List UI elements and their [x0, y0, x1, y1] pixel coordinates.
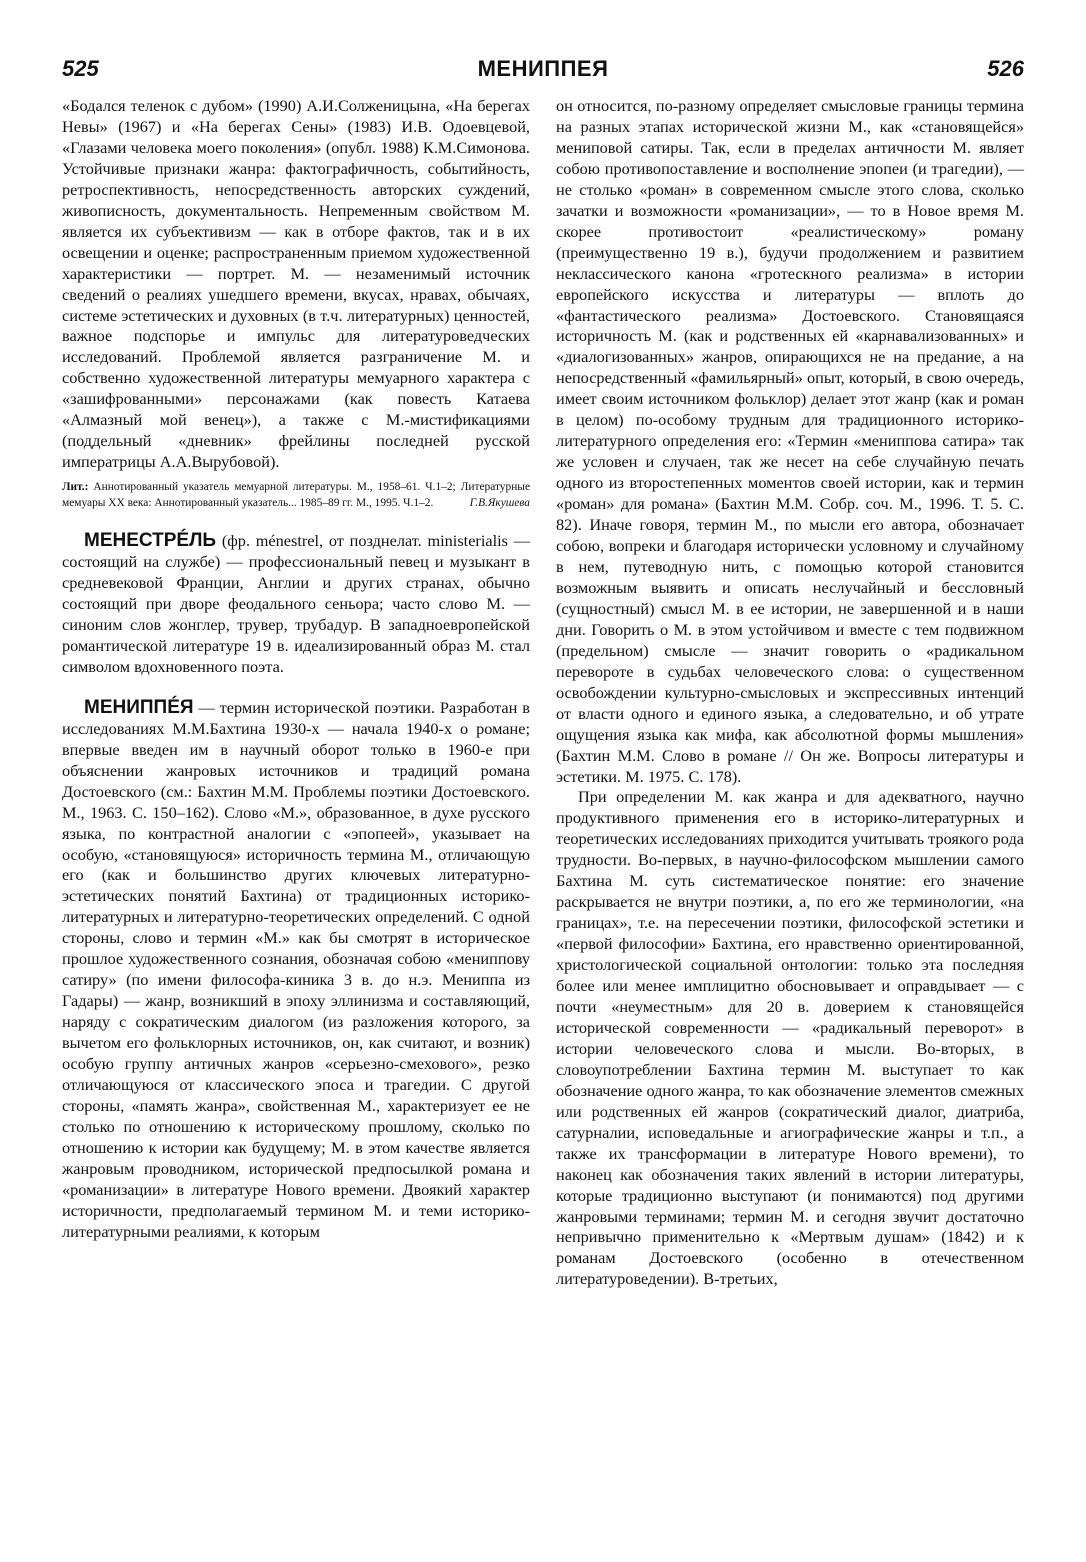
menippea-paragraph-2: При определении М. как жанра и для адекватного, научно продуктивного применения его в историко-литературных и теоретических исследованиях приходится учитывать троякого рода трудности. Во-первых, в научно-философском мышлении самого Бахтина М. суть систематическое понятие: его значение раскрывается не внутри поэтики, а, по его же терминологии, «на границах», т.е. на пересечении поэтики, философской эстетики и «первой философии» Бахтина, его нравственно ориентированной, христологической социальной онтологии: только эта последняя более или менее имплицитно обосновывает и оправдывает — с почти «неуместным» для 20 в. доверием к становящейся исторической современности — «радикальный переворот» в истории человеческого слова и мысли. Во-вторых, в словоупотреблении Бахтина термин М. выступает то как обозначение одного жанра, то как обозначение элементов смежных или родственных ей жанров (сократический диалог, диатриба, сатурналии, исповедальные и агиографические жанры и т.п., а также их трансформации в литературе Нового времени), то наконец как обозначения таких явлений в истории литературы, которые традиционно выступают (и понимаются) под другими жанровыми терминами; термин М. и сегодня звучит достаточно непривычно применительно к «Мертвым душам» (1842) и к романам Достоевского (особенно в отечественном литературоведении). В-третьих, — [556, 787, 1024, 1289]
left-column — [62, 96, 530, 1243]
running-title: МЕНИППЕЯ — [477, 56, 609, 81]
memoir-entry-tail: «Бодался теленок с дубом» (1990) А.И.Солженицына, «На берегах Невы» (1967) и «На берегах Сены» (1983) И.В. Одоевцевой, «Глазами человека моего поколения» (опубл. 1988) К.М.Симонова. Устойчивые признаки жанра: фактографичность, событийность, ретроспективность, непосредственность авторских суждений, живописность, документальность. Непременным свойством М. является их субъективизм — как в отборе фактов, так и в их освещении и оценке; распространенным приемом художественной характеристики — портрет. М. — незаменимый источник сведений о реалиях ушедшего времени, вкусах, нравах, обычаях, системе эстетических и духовных (в т.ч. литературных) ценностей, важное подспорье и импульс для литературоведческих исследований. Проблемой является разграничение М. и собственно художественной литературы мемуарного характера с «зашифрованными» персонажами (как повесть Катаева «Алмазный мой венец»), а также с М.-мистификациями (поддельный «дневник» фрейлины последней русской императрицы А.А.Вырубовой). — [62, 96, 530, 472]
menestrel-entry — [62, 531, 530, 678]
entry-author: Г.В.Якушева — [469, 497, 530, 510]
menestrel-headword: МЕНЕСТРÉЛЬ — [84, 530, 217, 552]
page-number-right: 526 — [987, 56, 1024, 81]
literature-note — [62, 479, 530, 511]
menippea-text: — термин исторической поэтики. Разработан в исследованиях М.М.Бахтина 1930-х — начала 1940-х о романе; впервые введен им в научный оборот только в 1960-е при объяснении жанровых источников и традиций романа Достоевского (см.: Бахтин М.М. Проблемы поэтики Достоевского. М., 1963. С. 150–162). Слово «М.», образованное, в духе русского языка, по контрастной аналогии с «эпопеей», указывает на особую, «становящуюся» историчность термина М., отличающую его (как и большинство других ключевых литературно-эстетических понятий Бахтина) от традиционных историко-литературных и литературно-теоретических определений. С одной стороны, слово и термин «М.» как бы смотрят в историческое прошлое художественного сознания, обозначая собою «мениппову сатиру» (по имени философа-киника 3 в. до н.э. Мениппа из Гадары) — жанр, возникший в эпоху эллинизма и составляющий, наряду с сократическим диалогом (из разложения которого, за вычетом его фольклорных источников, он, как считают, и возник) особую группу античных жанров «серьезно-смехового», резко отличающуюся от классического эпоса и трагедии. С другой стороны, «память жанра», свойственная М., характеризует ее не столько по отношению к историческому прошлому, сколько по отношению к истории как будущему; М. в этом качестве является жанровым проводником, исторической предпосылкой романа и «романизации» в литературе Нового времени. Двоякий характер историчности, предполагаемый термином М. и теми историко-литературными реалиями, к которым — [62, 697, 530, 1241]
page-number-left: 525 — [62, 56, 99, 81]
running-header — [62, 56, 1024, 88]
literature-text: Аннотированный указатель мемуарной литературы. М., 1958–61. Ч.1–2; Литературные мемуары XX века: Аннотированный указатель... 1985–89 гг. М., 1995. Ч.1–2. — [62, 481, 530, 510]
menestrel-text: (фр. ménestrel, от позднелат. ministerialis — состоящий на службе) — профессиональный певец и музыкант в средневековой Франции, Англии и других странах, обычно состоящий при дворе феодального сеньора; часто слово М. — синоним слов жонглер, трувер, трубадур. В западноевропейской романтической литературе 19 в. идеализированный образ М. стал символом вдохновенного поэта. — [62, 531, 530, 676]
menippea-headword: МЕНИППÉЯ — [84, 696, 194, 718]
literature-label: Лит.: — [62, 481, 89, 494]
right-column — [556, 96, 1024, 1290]
menippea-entry — [62, 698, 530, 1243]
menippea-continuation: он относится, по-разному определяет смысловые границы термина на разных этапах исторической жизни М., как «становящейся» мениповой сатиры. Так, если в пределах античности М. являет собою противопоставление и восполнение эпопеи (и трагедии), — не столько «роман» в современном смысле этого слова, сколько зачатки и возможности «романизации», — то в Новое время М. скорее противостоит «реалистическому» роману (преимущественно 19 в.), будучи продолжением и развитием неклассического канона «гротескного реализма» в истории европейского искусства и литературы — вплоть до «фантастического реализма» Достоевского. Становящаяся историчность М. (как и родственных ей «карнавализованных» и «диалогизованных» жанров, опирающихся не на предание, а на непосредственный «фамильярный» опыт, который, в свою очередь, имеет своим источником фольклор) делает этот жанр (как и роман в целом) по-особому трудным для традиционного историко-литературного определения его: «Термин «мениппова сатира» так же условен и случаен, так же несет на себе случайную печать одного из второстепенных моментов своей истории, как и термин «роман» для романа» (Бахтин М.М. Собр. соч. М., 1996. Т. 5. С. 82). Иначе говоря, термин М., по мысли его автора, обозначает собою, вопреки и благодаря исторически условному и случайному в нем, путеводную нить, с помощью которой становится возможным выявить и описать неслучайный и бессловный (сущностный) смысл М. в ее истории, не завершенной и в наши дни. Говорить о М. в этом устойчивом и вместе с тем подвижном (предельном) смысле — значит говорить о «радикальном перевороте в судьбах человеческого слова: о существенном освобождении культурно-смысловых и экспрессивных интенций от власти одного и единого языка, а следовательно, и об утрате ощущения языка как мифа, как абсолютной формы мышления» (Бахтин М.М. Слово в романе // Он же. Вопросы литературы и эстетики. М. 1975. С. 178). — [556, 96, 1024, 786]
